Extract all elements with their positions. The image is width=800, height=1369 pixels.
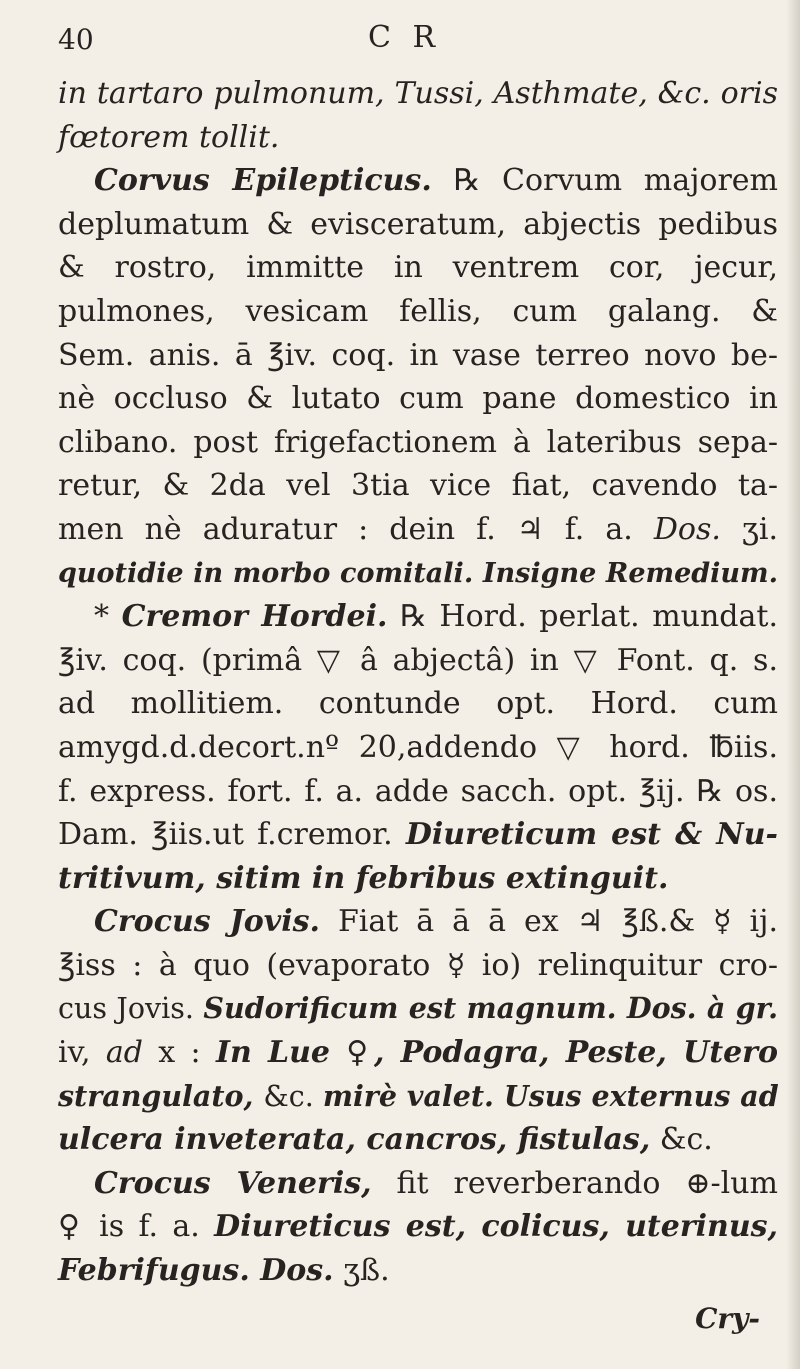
text-line <box>58 900 778 944</box>
text-line <box>58 290 778 334</box>
text-line <box>58 552 778 596</box>
text-segment: Corvus Epilepticus. <box>94 163 432 199</box>
text-segment: Cremor Hordei. <box>121 599 388 635</box>
text-segment: * <box>94 599 122 635</box>
text-line <box>58 1249 778 1293</box>
text-line <box>58 726 778 770</box>
text-segment: & rostro, immitte in ventrem cor, jecur, <box>58 250 778 286</box>
text-segment: in tartaro pulmonum, Tussi, Asthmate, &c. oris <box>58 76 778 111</box>
text-segment: deplumatum & evisceratum, abjectis pedibus <box>58 206 778 242</box>
text-segment: &c. <box>263 1079 323 1113</box>
text-line <box>58 944 778 988</box>
text-segment: fit reverberando ⊕-lum <box>371 1165 778 1201</box>
text-segment: In Lue ♀, Podagra, Peste, Utero <box>215 1035 778 1071</box>
text-line <box>58 1075 778 1119</box>
text-segment: f. express. fort. f. a. adde sacch. opt. ℥ij. ℞ os. <box>58 773 778 809</box>
text-line <box>58 813 778 857</box>
text-segment: tritivum, sitim in febribus extinguit. <box>58 860 669 896</box>
text-segment: nè occluso & lutato cum pane domestico in <box>58 381 778 417</box>
text-segment: Sudorificum est magnum. Dos. à gr. <box>203 991 779 1026</box>
text-segment: ℞ Hord. perlat. mundat. <box>387 599 778 635</box>
text-line <box>58 159 778 203</box>
text-line <box>58 203 778 247</box>
text-line <box>58 639 778 683</box>
text-body <box>58 72 778 1293</box>
text-segment: strangulato, <box>58 1078 264 1113</box>
text-segment: clibano. post frigefactionem à lateribus sepa- <box>58 424 778 460</box>
text-line <box>58 682 778 726</box>
text-segment: ʒi. <box>720 511 778 547</box>
text-segment: men nè aduratur : dein f. <box>58 511 517 547</box>
text-line <box>58 334 778 378</box>
running-head: C R <box>368 20 442 55</box>
text-segment: iv, <box>58 1035 106 1071</box>
text-segment: ℞ Corvum majorem <box>431 163 778 199</box>
text-segment: cus Jovis. <box>58 992 204 1026</box>
text-segment: pulmones, vesicam fellis, cum galang. & <box>58 293 778 329</box>
text-line <box>58 770 778 814</box>
page-edge-shadow <box>786 0 800 1369</box>
text-segment: ℥iv. coq. (primâ ▽ â abjectâ) in ▽ Font. q. s. <box>58 642 778 678</box>
text-segment: Fiat ā ā ā ex ♃ ℥ß.& ☿ ij. <box>319 904 778 940</box>
page-number: 40 <box>58 23 94 56</box>
text-line <box>58 421 778 465</box>
text-line <box>58 1162 778 1206</box>
text-segment: ad mollitiem. contunde opt. Hord. cum <box>58 686 778 722</box>
text-line <box>58 1031 778 1075</box>
text-line <box>58 987 778 1031</box>
catchword: Cry- <box>695 1302 760 1335</box>
text-line <box>58 246 778 290</box>
text-segment: Dam. ℥iis.ut f.cremor. <box>58 817 406 853</box>
text-segment: amygd.d.decort.nº 20,addendo ▽ hord. ℔iis. <box>58 729 778 765</box>
text-segment: Diureticus est, colicus, uterinus, <box>214 1209 778 1245</box>
text-segment: ♃ <box>516 511 544 547</box>
text-line <box>58 377 778 421</box>
text-line <box>58 116 778 160</box>
text-line <box>58 464 778 508</box>
text-segment: mirè valet. Usus externus ad <box>322 1078 779 1113</box>
text-segment: f. a. <box>543 511 654 547</box>
text-segment: Sem. anis. ā ℥iv. coq. in vase terreo novo be- <box>58 337 778 373</box>
text-line <box>58 72 778 116</box>
text-segment: ♀ is f. a. <box>58 1209 215 1245</box>
text-line <box>58 595 778 639</box>
text-line <box>58 508 778 552</box>
text-segment: Crocus Veneris, <box>94 1165 372 1201</box>
text-segment: ad <box>105 1035 143 1071</box>
text-segment: fœtorem tollit. <box>58 119 280 155</box>
text-line <box>58 857 778 901</box>
text-segment: Febrifugus. Dos. <box>58 1253 334 1289</box>
text-line <box>58 1118 778 1162</box>
text-segment: ℥iss : à quo (evaporato ☿ io) relinquitur cro- <box>58 947 778 983</box>
text-segment: retur, & 2da vel 3tia vice fiat, cavendo ta- <box>58 468 778 504</box>
text-segment: x : <box>142 1035 216 1071</box>
text-segment: ulcera inveterata, cancros, fistulas, <box>58 1122 651 1158</box>
text-segment: Dos. <box>653 511 721 547</box>
text-segment: &c. <box>650 1122 713 1158</box>
text-segment: ʒß. <box>333 1253 390 1289</box>
text-line <box>58 1205 778 1249</box>
text-segment: quotidie in morbo comitali. Insigne Remedium. <box>58 557 778 589</box>
page-header <box>58 20 760 56</box>
text-segment: Diureticum est & Nu- <box>405 817 778 853</box>
text-segment: Crocus Jovis. <box>94 904 320 940</box>
